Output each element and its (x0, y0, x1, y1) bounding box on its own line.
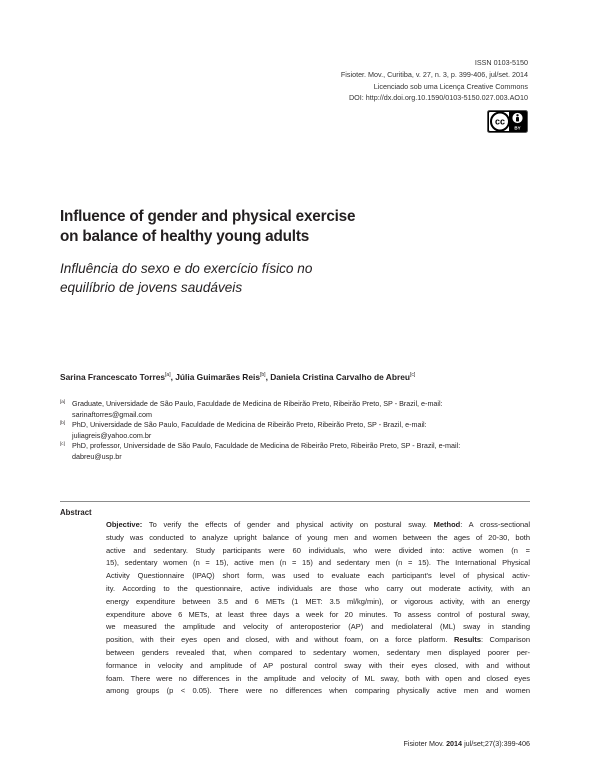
affiliation-item (60, 399, 530, 420)
abstract-line: among groups (p < 0.05). There were no differences when comparing physically active men and women (106, 686, 530, 696)
abstract-line (106, 519, 530, 532)
method-label: Method (433, 520, 461, 529)
author-mark: [c] (410, 372, 416, 378)
affiliation-email[interactable]: juliagreis@yahoo.com.br (72, 430, 152, 440)
footer-year: 2014 (446, 739, 463, 748)
author-name: Daniela Cristina Carvalho de Abreu (270, 372, 410, 382)
abstract-line: we measured the amplitude and velocity of anteroposterior (AP) and mediolateral (ML) sway in standing (106, 622, 530, 632)
section-divider (60, 501, 530, 502)
abstract-line: ity. According to the questionnaire, active individuals are those who carry out moderate activity, with an (106, 583, 530, 593)
affiliation-text: PhD, professor, Universidade de São Paulo, Faculdade de Medicina de Ribeirão Preto, Ribeirão Preto, SP - Brazil, e-mail: (72, 441, 461, 451)
abstract-body (106, 519, 530, 698)
issn-text: ISSN 0103-5150 (474, 58, 528, 67)
abstract-line: active and sedentary. Study participants were 60 individuals, who were divided into: active women (n = (106, 545, 530, 555)
license-text: Licenciado sob uma Licença Creative Commons (373, 81, 528, 91)
abstract-text: : Comparison (481, 635, 530, 645)
affiliations (60, 399, 530, 463)
title-line-2: on balance of healthy young adults (60, 228, 310, 245)
footer-ref: jul/set;27(3):399-406 (464, 739, 530, 748)
page-footer (403, 739, 530, 748)
abstract-line: Activity Questionnaire (IPAQ) short form, was used to evaluate each participant's level of physical activ- (106, 571, 530, 581)
author-list: Sarina Francescato Torres[a], Júlia Guimarães Reis[b], Daniela Cristina Carvalho de Abreu[c] (60, 372, 416, 382)
title-line-1: Influence of gender and physical exercise (60, 208, 356, 225)
abstract-line (106, 634, 530, 647)
abstract-text: To verify the effects of gender and physical activity on postural sway. (142, 520, 427, 529)
cc-text: cc (494, 116, 506, 127)
abstract-line: 15), sedentary women (n = 15), active men (n = 15) and sedentary men (n = 15). The International Physical (106, 558, 530, 568)
doi-link[interactable]: DOI: http://dx.doi.org.10.1590/0103-5150.027.003.AO10 (348, 93, 528, 103)
affiliation-text: Graduate, Universidade de São Paulo, Faculdade de Medicina de Ribeirão Preto, Ribeirão Preto, SP - Brazil, e-mail: (72, 399, 443, 408)
abstract-line: between genders revealed that, when compared to sedentary women, sedentary men displayed poorer per- (106, 647, 530, 657)
author-name: Júlia Guimarães Reis (175, 372, 260, 382)
affiliation-email[interactable]: dabreu@usp.br (72, 451, 122, 461)
abstract-line: study was conducted to analyze upright balance of young men and women between the ages of 20-30, both (106, 532, 530, 542)
objective-label: Objective: (106, 520, 143, 529)
article-title (60, 207, 490, 247)
affiliation-item (60, 441, 530, 462)
author-name: Sarina Francescato Torres (60, 372, 166, 382)
results-label: Results (453, 635, 482, 645)
by-text: BY (514, 125, 521, 131)
abstract-text: position, with their eyes open and closed, with and without foam, on a force platform. (106, 635, 448, 645)
affiliation-mark: [a] (60, 399, 66, 404)
abstract-line: foam. There were no differences in the amplitude and velocity of ML sway, both with open and closed eyes (106, 673, 530, 683)
abstract-line: expenditure above 6 METs, at least three days a week for 20 minutes. To assess control of postural sway, (106, 609, 530, 619)
affiliation-mark: [b] (60, 420, 66, 426)
creative-commons-by-icon[interactable] (487, 110, 528, 133)
author-mark: [b] (260, 372, 266, 378)
footer-journal: Fisioter Mov. (403, 739, 445, 748)
abstract-text: : A cross-sectional (460, 520, 530, 529)
journal-header (208, 57, 528, 104)
affiliation-mark: [c] (60, 441, 65, 447)
subtitle-line-1: Influência do sexo e do exercício físico no (60, 261, 313, 276)
affiliation-text: PhD, Universidade de São Paulo, Faculdade de Medicina de Ribeirão Preto, Ribeirão Preto, SP - Brazil, e-mail: (72, 420, 427, 430)
affiliation-email[interactable]: sarinaftorres@gmail.com (72, 409, 152, 419)
citation-text: Fisioter. Mov., Curitiba, v. 27, n. 3, p. 399-406, jul/set. 2014 (340, 69, 528, 79)
abstract-line: formance in velocity and amplitude of AP postural control sway with their eyes closed, with and without (106, 660, 530, 670)
affiliation-item (60, 420, 530, 441)
abstract-label: Abstract (60, 508, 92, 517)
abstract-line: energy expenditure between 3.5 and 6 METs (1 MET: 3.5 ml/kg/min), or vigorous activity, with an energy (106, 596, 530, 606)
author-mark: [a] (165, 372, 171, 378)
article-subtitle (60, 260, 490, 297)
subtitle-line-2: equilíbrio de jovens saudáveis (60, 279, 243, 295)
